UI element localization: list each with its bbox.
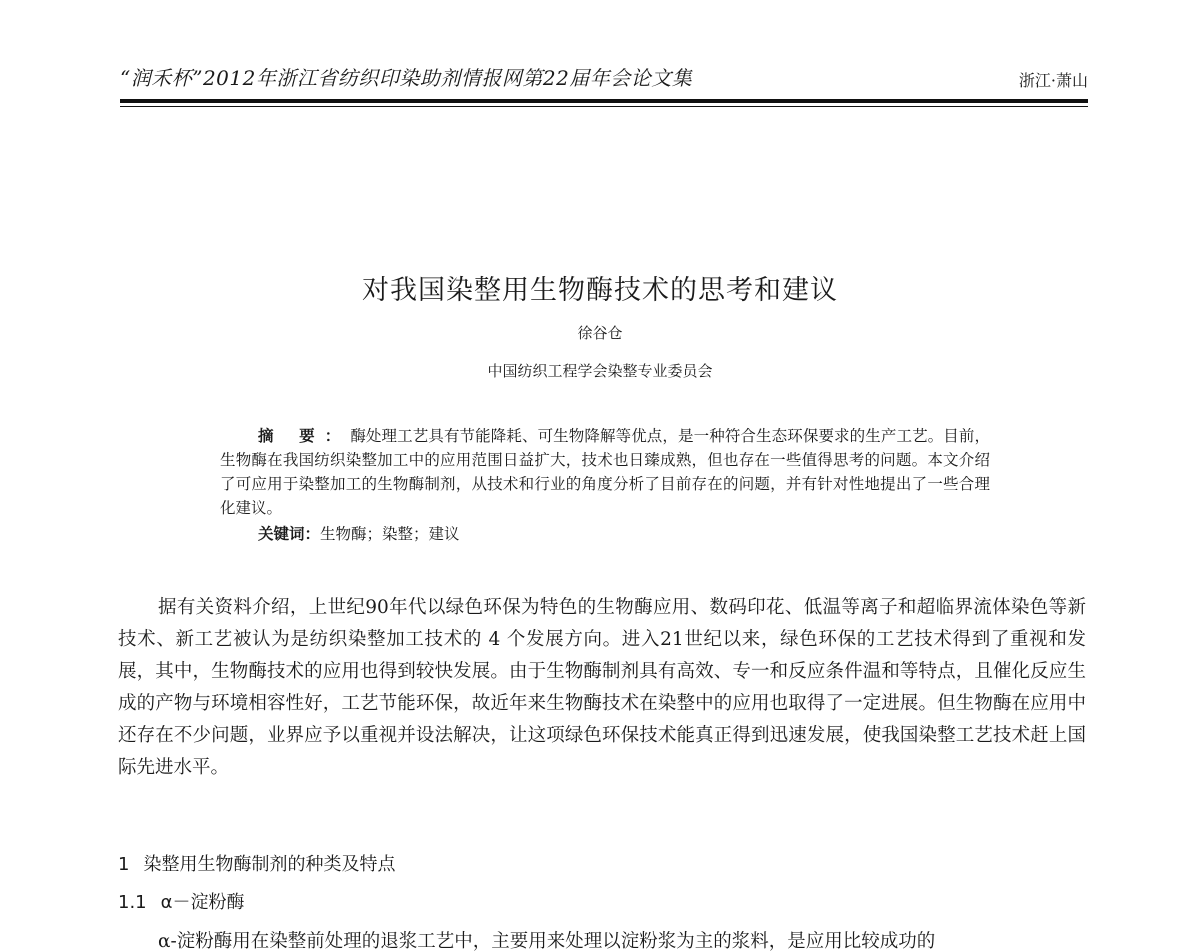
paper-author: 徐谷仓: [577, 324, 623, 342]
subsection-paragraph: α-淀粉酶用在染整前处理的退浆工艺中，主要用来处理以淀粉浆为主的浆料，是应用比较成功的: [158, 931, 936, 952]
conference-location: 浙江·萧山: [1018, 71, 1088, 90]
subsection-number: 1.1: [118, 892, 147, 913]
section-title: 染整用生物酶制剂的种类及特点: [143, 854, 396, 875]
subsection-heading: [118, 888, 245, 914]
paper-affiliation: 中国纺织工程学会染整专业委员会: [487, 362, 713, 380]
header-rule-thin: [120, 106, 1088, 107]
subsection-title: α－淀粉酶: [160, 892, 245, 913]
keywords-label: 关键词：: [258, 525, 321, 543]
section-heading: [118, 850, 395, 876]
keywords: [258, 522, 460, 546]
section-number: 1: [118, 854, 130, 875]
running-header: [120, 62, 1088, 96]
paper-title: 对我国染整用生物酶技术的思考和建议: [362, 275, 838, 306]
journal-title: “润禾杯”2012年浙江省纺织印染助剂情报网第22届年会论文集: [120, 66, 693, 90]
keywords-text: 生物酶；染整；建议: [320, 525, 460, 543]
abstract: [220, 424, 990, 520]
abstract-label: 摘 要：: [258, 427, 351, 445]
header-rule-thick: [120, 99, 1088, 103]
abstract-text: 酶处理工艺具有节能降耗、可生物降解等优点，是一种符合生态环保要求的生产工艺。目前，生物酶在我国纺织染整加工中的应用范围日益扩大，技术也日臻成熟，但也存在一些值得思考的问题。本文介绍了可应用于染整加工的生物酶制剂，从技术和行业的角度分析了目前存在的问题，并有针对性地提出了一些合理化建议。: [220, 427, 990, 517]
intro-paragraph: 据有关资料介绍，上世纪90年代以绿色环保为特色的生物酶应用、数码印花、低温等离子和超临界流体染色等新技术、新工艺被认为是纺织染整加工技术的 4 个发展方向。进入21世纪以来，绿色环保的工艺技术得到了重视和发展，其中，生物酶技术的应用也得到较快发展。由于生物酶制剂具有高效、专一和反应条件温和等特点，且催化反应生成的产物与环境相容性好，工艺节能环保，故近年来生物酶技术在染整中的应用也取得了一定进展。但生物酶在应用中还存在不少问题，业界应予以重视并设法解决，让这项绿色环保技术能真正得到迅速发展，使我国染整工艺技术赶上国际先进水平。: [118, 597, 1086, 778]
